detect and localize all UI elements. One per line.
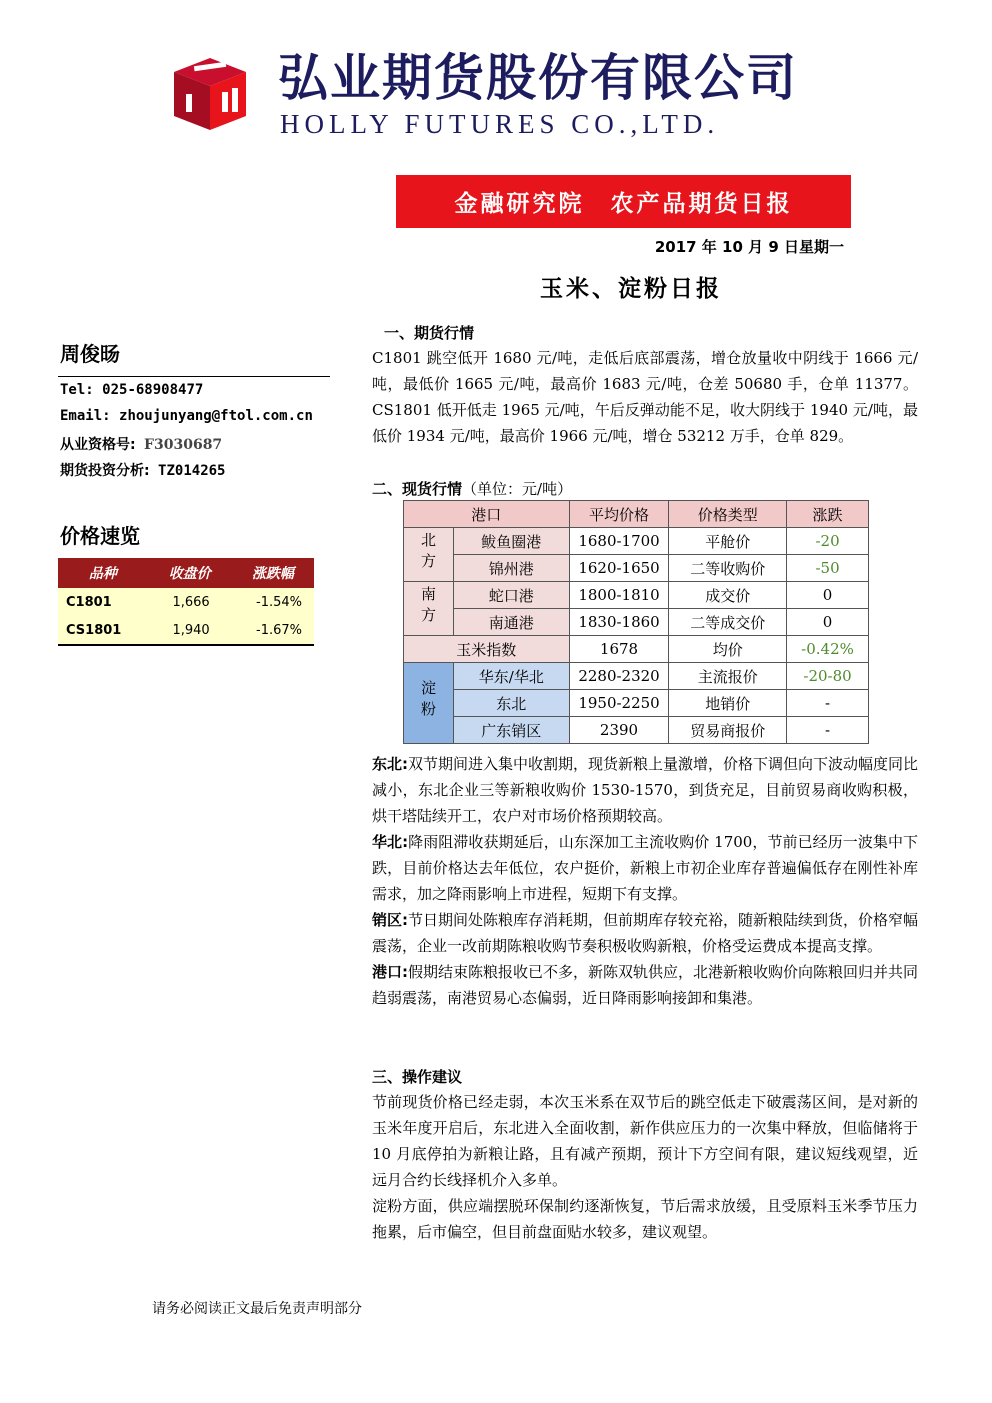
email-value[interactable]: zhoujunyang@ftol.com.cn <box>119 408 313 424</box>
port-cell: 鲅鱼圈港 <box>453 528 569 555</box>
table-row <box>404 690 869 717</box>
contract-cell: CS1801 <box>58 616 148 645</box>
price-type-cell: 平舱价 <box>669 528 787 555</box>
table-row <box>404 528 869 555</box>
region-label: 东北: <box>372 755 408 773</box>
author-email <box>60 408 313 424</box>
company-name-en: HOLLY FUTURES CO.,LTD. <box>280 109 720 139</box>
qualification-value: F3030687 <box>144 437 223 453</box>
regional-commentary <box>372 751 918 1011</box>
column-header: 港口 <box>404 501 570 528</box>
author-name: 周俊旸 <box>60 342 120 366</box>
author-invest-analysis <box>60 460 225 480</box>
email-label: Email: <box>60 408 111 424</box>
region-paragraph-north <box>372 829 918 907</box>
column-header: 平均价格 <box>569 501 669 528</box>
author-tel <box>60 382 203 398</box>
region-south-cell <box>404 582 454 636</box>
port-cell: 南通港 <box>453 609 569 636</box>
futures-paragraph: C1801 跳空低开 1680 元/吨，走低后底部震荡，增仓放量收中阴线于 1666 元/吨，最低价 1665 元/吨，最高价 1683 元/吨，仓差 50680 手，仓单 11377。CS1801 低开低走 1965 元/吨，午后反弹动能不足，收大阴线于 1940 元/吨，最低价 1934 元/吨，最高价 1966 元/吨，增仓 53212 万手，仓单 829。 <box>372 349 918 445</box>
table-row <box>58 588 314 616</box>
change-cell: -20 <box>787 528 869 555</box>
region-text: 降雨阻滞收获期延后，山东深加工主流收购价 1700，节前已经历一波集中下跌，目前价格达去年低位，农户挺价，新粮上市初企业库存普遍偏低存在刚性补库需求，加之降雨影响上市进程，短期下有支撑。 <box>372 833 919 903</box>
price-cell: 1800-1810 <box>569 582 669 609</box>
change-cell: 0 <box>787 609 869 636</box>
corn-index-label: 玉米指数 <box>404 636 570 663</box>
region-north-cell <box>404 528 454 582</box>
document-title: 玉米、淀粉日报 <box>540 276 722 302</box>
disclaimer-note: 请务必阅读正文最后免责声明部分 <box>152 1301 362 1317</box>
column-header: 价格类型 <box>669 501 787 528</box>
region-label: 港口: <box>372 963 408 981</box>
starch-label: 淀粉 <box>418 680 437 722</box>
region-north-label: 北方 <box>418 531 437 574</box>
region-cell: 华东/华北 <box>453 663 569 690</box>
price-cell: 1680-1700 <box>569 528 669 555</box>
region-cell: 广东销区 <box>453 717 569 744</box>
section-heading-spot <box>372 478 572 499</box>
price-type-cell: 二等收购价 <box>669 555 787 582</box>
column-header: 品种 <box>58 558 148 588</box>
price-cell: 1830-1860 <box>569 609 669 636</box>
change-cell: -50 <box>787 555 869 582</box>
price-type-cell: 二等成交价 <box>669 609 787 636</box>
price-cell: 1678 <box>569 636 669 663</box>
change-cell: - <box>787 690 869 717</box>
price-cell: 1620-1650 <box>569 555 669 582</box>
region-text: 节日期间处陈粮库存消耗期，但前期库存较充裕，随新粮陆续到货，价格窄幅震荡，企业一改前期陈粮收购节奏积极收购新粮，价格受运费成本提高支撑。 <box>372 911 919 955</box>
region-paragraph-sales <box>372 907 918 959</box>
table-row <box>404 717 869 744</box>
author-qualification <box>60 434 222 454</box>
close-price-cell: 1,666 <box>148 588 232 616</box>
advice-content <box>372 1089 918 1245</box>
price-type-cell: 贸易商报价 <box>669 717 787 744</box>
region-paragraph-port <box>372 959 918 1011</box>
region-cell: 东北 <box>453 690 569 717</box>
table-row <box>404 636 869 663</box>
region-text: 双节期间进入集中收割期，现货新粮上量激增，价格下调但向下波动幅度同比减小，东北企业三等新粮收购价 1530-1570，到货充足，目前贸易商收购积极，烘干塔陆续开工，农户对市场价格预期较高。 <box>372 755 919 825</box>
price-type-cell: 成交价 <box>669 582 787 609</box>
divider <box>58 376 330 377</box>
tel-value: 025-68908477 <box>102 382 204 398</box>
port-cell: 锦州港 <box>453 555 569 582</box>
change-cell: 0 <box>787 582 869 609</box>
price-overview-heading: 价格速览 <box>60 524 140 548</box>
spot-unit: （单位：元/吨） <box>462 480 573 498</box>
section-heading-advice: 三、操作建议 <box>372 1068 463 1086</box>
table-row <box>404 609 869 636</box>
table-row <box>404 582 869 609</box>
change-cell: -1.54% <box>232 588 314 616</box>
region-south-label: 南方 <box>418 585 437 628</box>
table-row <box>58 616 314 645</box>
region-text: 假期结束陈粮报收已不多，新陈双轨供应，北港新粮收购价向陈粮回归并共同趋弱震荡，南港贸易心态偏弱，近日降雨影响接卸和集港。 <box>372 963 919 1007</box>
invest-label: 期货投资分析: <box>60 463 150 479</box>
price-cell: 2390 <box>569 717 669 744</box>
table-row <box>404 555 869 582</box>
price-type-cell: 均价 <box>669 636 787 663</box>
table-row <box>404 663 869 690</box>
report-date: 2017 年 10 月 9 日星期一 <box>654 238 844 256</box>
section-heading-futures: 一、期货行情 <box>384 324 475 342</box>
contract-cell: C1801 <box>58 588 148 616</box>
report-banner: 金融研究院 农产品期货日报 <box>396 175 851 228</box>
starch-region-cell <box>404 663 454 744</box>
price-type-cell: 地销价 <box>669 690 787 717</box>
company-logo <box>168 50 252 134</box>
change-cell: -0.42% <box>787 636 869 663</box>
change-cell: -1.67% <box>232 616 314 645</box>
tel-label: Tel: <box>60 382 94 398</box>
column-header: 收盘价 <box>148 558 232 588</box>
advice-paragraph-corn: 节前现货价格已经走弱，本次玉米系在双节后的跳空低走下破震荡区间，是对新的玉米年度开启后，东北进入全面收割，新作供应压力的一次集中释放，但临储将于 10 月底停拍为新粮让路，且有减产预期，预计下方空间有限，建议短线观望，近远月合约长线择机介入多单。 <box>372 1093 918 1189</box>
qualification-label: 从业资格号: <box>60 437 136 453</box>
change-cell: -20-80 <box>787 663 869 690</box>
invest-value: TZ014265 <box>158 463 226 479</box>
spot-heading-text: 二、现货行情 <box>372 480 463 498</box>
column-header: 涨跌幅 <box>232 558 314 588</box>
price-type-cell: 主流报价 <box>669 663 787 690</box>
region-label: 华北: <box>372 833 409 851</box>
column-header: 涨跌 <box>787 501 869 528</box>
port-cell: 蛇口港 <box>453 582 569 609</box>
price-cell: 2280-2320 <box>569 663 669 690</box>
company-name-cn: 弘业期货股份有限公司 <box>278 49 798 107</box>
price-cell: 1950-2250 <box>569 690 669 717</box>
spot-price-table <box>403 500 869 744</box>
region-label: 销区: <box>372 911 408 929</box>
close-price-cell: 1,940 <box>148 616 232 645</box>
price-overview-table <box>58 558 314 646</box>
advice-paragraph-starch: 淀粉方面，供应端摆脱环保制约逐渐恢复，节后需求放缓，且受原料玉米季节压力拖累，后市偏空，但目前盘面贴水较多，建议观望。 <box>372 1197 918 1241</box>
region-paragraph-northeast <box>372 751 918 829</box>
change-cell: - <box>787 717 869 744</box>
